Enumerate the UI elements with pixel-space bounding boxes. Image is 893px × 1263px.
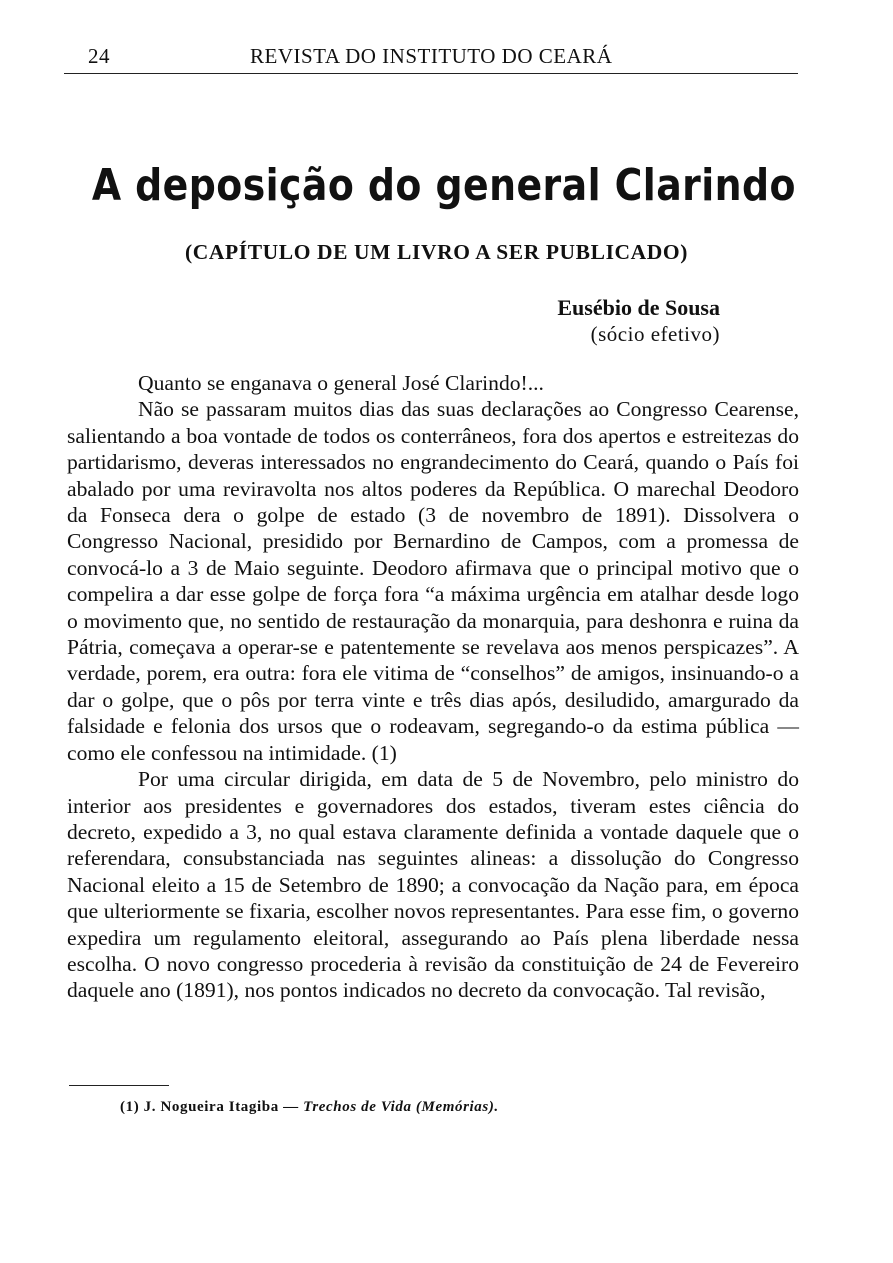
journal-title: REVISTA DO INSTITUTO DO CEARÁ [250,44,613,68]
footnote-rule [69,1085,169,1086]
article-body [67,370,799,1004]
author-name: Eusébio de Sousa [557,295,720,320]
article-subtitle: (CAPÍTULO DE UM LIVRO A SER PUBLICADO) [184,240,688,264]
paragraph: Não se passaram muitos dias das suas declarações ao Congresso Cearense, salientando a boa vontade de todos os conterrâneos, fora dos apertos e estreitezas do partidarismo, deveras interessados no engrandecimento do Ceará, quando o País foi abalado por uma reviravolta nos altos poderes da República. O marechal Deodoro da Fonseca dera o golpe de estado (3 de novembro de 1891). Dissolvera o Congresso Nacional, presidido por Bernardino de Campos, com a promessa de convocá-lo a 3 de Maio seguinte. Deodoro afirmava que o principal motivo que o compelira a dar esse golpe de força fora “a máxima urgência em atalhar desde logo o movimento que, no sentido de restauração da monarquia, para deshonra e ruina da Pátria, começava a operar-se e patentemente se revelava aos menos perspicazes”. A verdade, porem, era outra: fora ele vitima de “conselhos” de amigos, insinuando-o a dar o golpe, que o pôs por terra vinte e três dias após, desiludido, amargurado da falsidade e felonia dos ursos que o rodeavam, segregando-o da estima pública — como ele confessou na intimidade. (1) [67,397,799,765]
paragraph: Quanto se enganava o general José Clarindo!... [138,371,544,395]
footnote [120,1099,499,1116]
footnote-marker: (1) [120,1099,140,1115]
footnote-work: Trechos de Vida (Memórias). [303,1099,499,1115]
author-role: (sócio efetivo) [590,322,720,346]
running-header [64,44,800,74]
paragraph: Por uma circular dirigida, em data de 5 de Novembro, pelo ministro do interior aos presidentes e governadores dos estados, tiveram estes ciência do decreto, expedido a 3, no qual estava claramente definida a vontade daquele que o referendara, consubstanciada nas seguintes alineas: a dissolução do Congresso Nacional eleito a 15 de Setembro de 1890; a convocação da Nação para, em época que ulteriormente se fixaria, escolher novos representantes. Para esse fim, o governo expedira um regulamento eleitoral, assegurando ao País plena liberdade nessa escolha. O novo congresso procederia à revisão da constituição de 24 de Fevereiro daquele ano (1891), nos pontos indicados no decreto da convocação. Tal revisão, [67,767,799,1003]
page-number: 24 [88,44,110,68]
article-title: A deposição do general Clarindo [91,160,796,211]
footnote-author: J. Nogueira Itagiba — [143,1099,299,1115]
header-rule [64,73,798,74]
